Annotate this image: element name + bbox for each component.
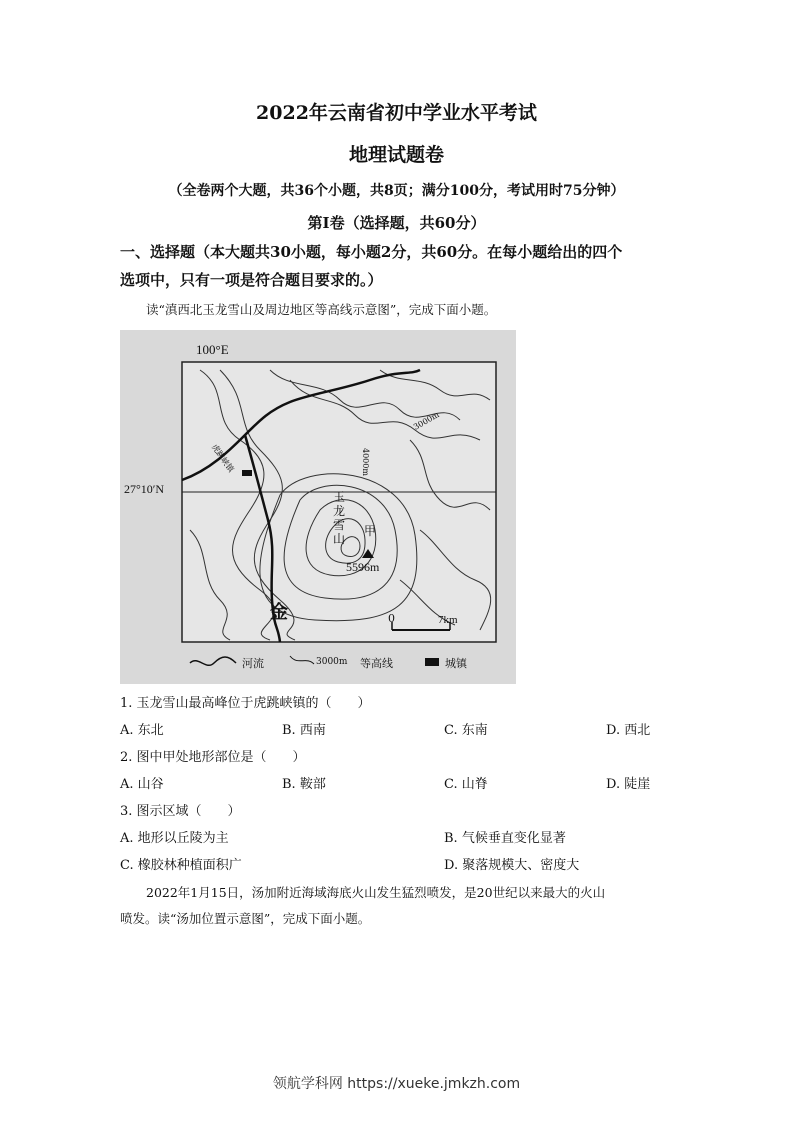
peak-elevation-label: 5596m bbox=[346, 560, 380, 574]
river-label: 金 bbox=[270, 602, 288, 623]
question-3-option-a: A. 地形以丘陵为主 bbox=[120, 831, 229, 846]
section-heading-line1: 一、选择题（本大题共30小题，每小题2分，共60分。在每小题给出的四个 bbox=[120, 243, 623, 261]
longitude-label: 100°E bbox=[196, 342, 229, 357]
mountain-label: 玉 龙 雪 山 bbox=[333, 490, 346, 546]
intro-tonga-question bbox=[120, 880, 670, 932]
contour-label-3000: 3000m bbox=[412, 410, 441, 432]
scale-zero-label: 0 bbox=[388, 612, 395, 625]
contour-map-figure bbox=[120, 330, 516, 684]
legend-river-label: 河流 bbox=[242, 657, 264, 670]
latitude-label: 27°10′N bbox=[124, 482, 165, 496]
question-2-option-a: A. 山谷 bbox=[120, 777, 164, 792]
question-3-option-b: B. 气候垂直变化显著 bbox=[444, 831, 566, 846]
part-heading: 第Ⅰ卷（选择题，共60分） bbox=[307, 214, 486, 232]
section-heading-line2: 选项中，只有一项是符合题目要求的。） bbox=[120, 271, 383, 289]
legend-town-icon bbox=[425, 658, 439, 666]
question-3-stem: 3. 图示区域（ ） bbox=[120, 804, 241, 819]
intro-tonga-line1: 2022年1月15日，汤加附近海域海底火山发生猛烈喷发，是20世纪以来最大的火山 bbox=[146, 885, 606, 900]
contour-map bbox=[120, 330, 516, 684]
question-3-option-d: D. 聚落规模大、密度大 bbox=[444, 858, 580, 873]
legend-contour-label: 等高线 bbox=[360, 657, 393, 670]
question-2-stem: 2. 图中甲处地形部位是（ ） bbox=[120, 750, 306, 765]
exam-note: （全卷两个大题，共36个小题，共8页；满分100分，考试用时75分钟） bbox=[168, 183, 625, 199]
question-2-option-b: B. 鞍部 bbox=[282, 777, 326, 792]
exam-subtitle: 地理试题卷 bbox=[348, 144, 444, 166]
exam-title: 2022年云南省初中学业水平考试 bbox=[256, 102, 537, 124]
question-3-option-c: C. 橡胶林种植面积广 bbox=[120, 858, 242, 873]
question-2-option-d: D. 陡崖 bbox=[606, 777, 651, 792]
legend-contour-value: 3000m bbox=[316, 657, 348, 667]
point-jia-label: 甲 bbox=[364, 524, 377, 538]
question-1-option-a: A. 东北 bbox=[120, 723, 164, 738]
legend-town-label: 城镇 bbox=[445, 657, 467, 670]
question-1-option-b: B. 西南 bbox=[282, 723, 326, 738]
intro-map-question: 读“滇西北玉龙雪山及周边地区等高线示意图”，完成下面小题。 bbox=[146, 302, 497, 317]
contour-label-4000: 4000m bbox=[361, 448, 370, 476]
town-label: 虎跳峡镇 bbox=[209, 442, 236, 474]
town-icon bbox=[242, 470, 252, 476]
question-1-option-d: D. 西北 bbox=[606, 723, 651, 738]
scale-length-label: 7km bbox=[438, 614, 458, 626]
footer-watermark: 领航学科网 https://xueke.jmkzh.com bbox=[272, 1076, 521, 1092]
section-heading bbox=[120, 238, 680, 294]
question-2-option-c: C. 山脊 bbox=[444, 777, 488, 792]
intro-tonga-line2: 喷发。读“汤加位置示意图”，完成下面小题。 bbox=[120, 911, 371, 926]
question-1-option-c: C. 东南 bbox=[444, 723, 488, 738]
question-1-stem: 1. 玉龙雪山最高峰位于虎跳峡镇的（ ） bbox=[120, 696, 371, 711]
